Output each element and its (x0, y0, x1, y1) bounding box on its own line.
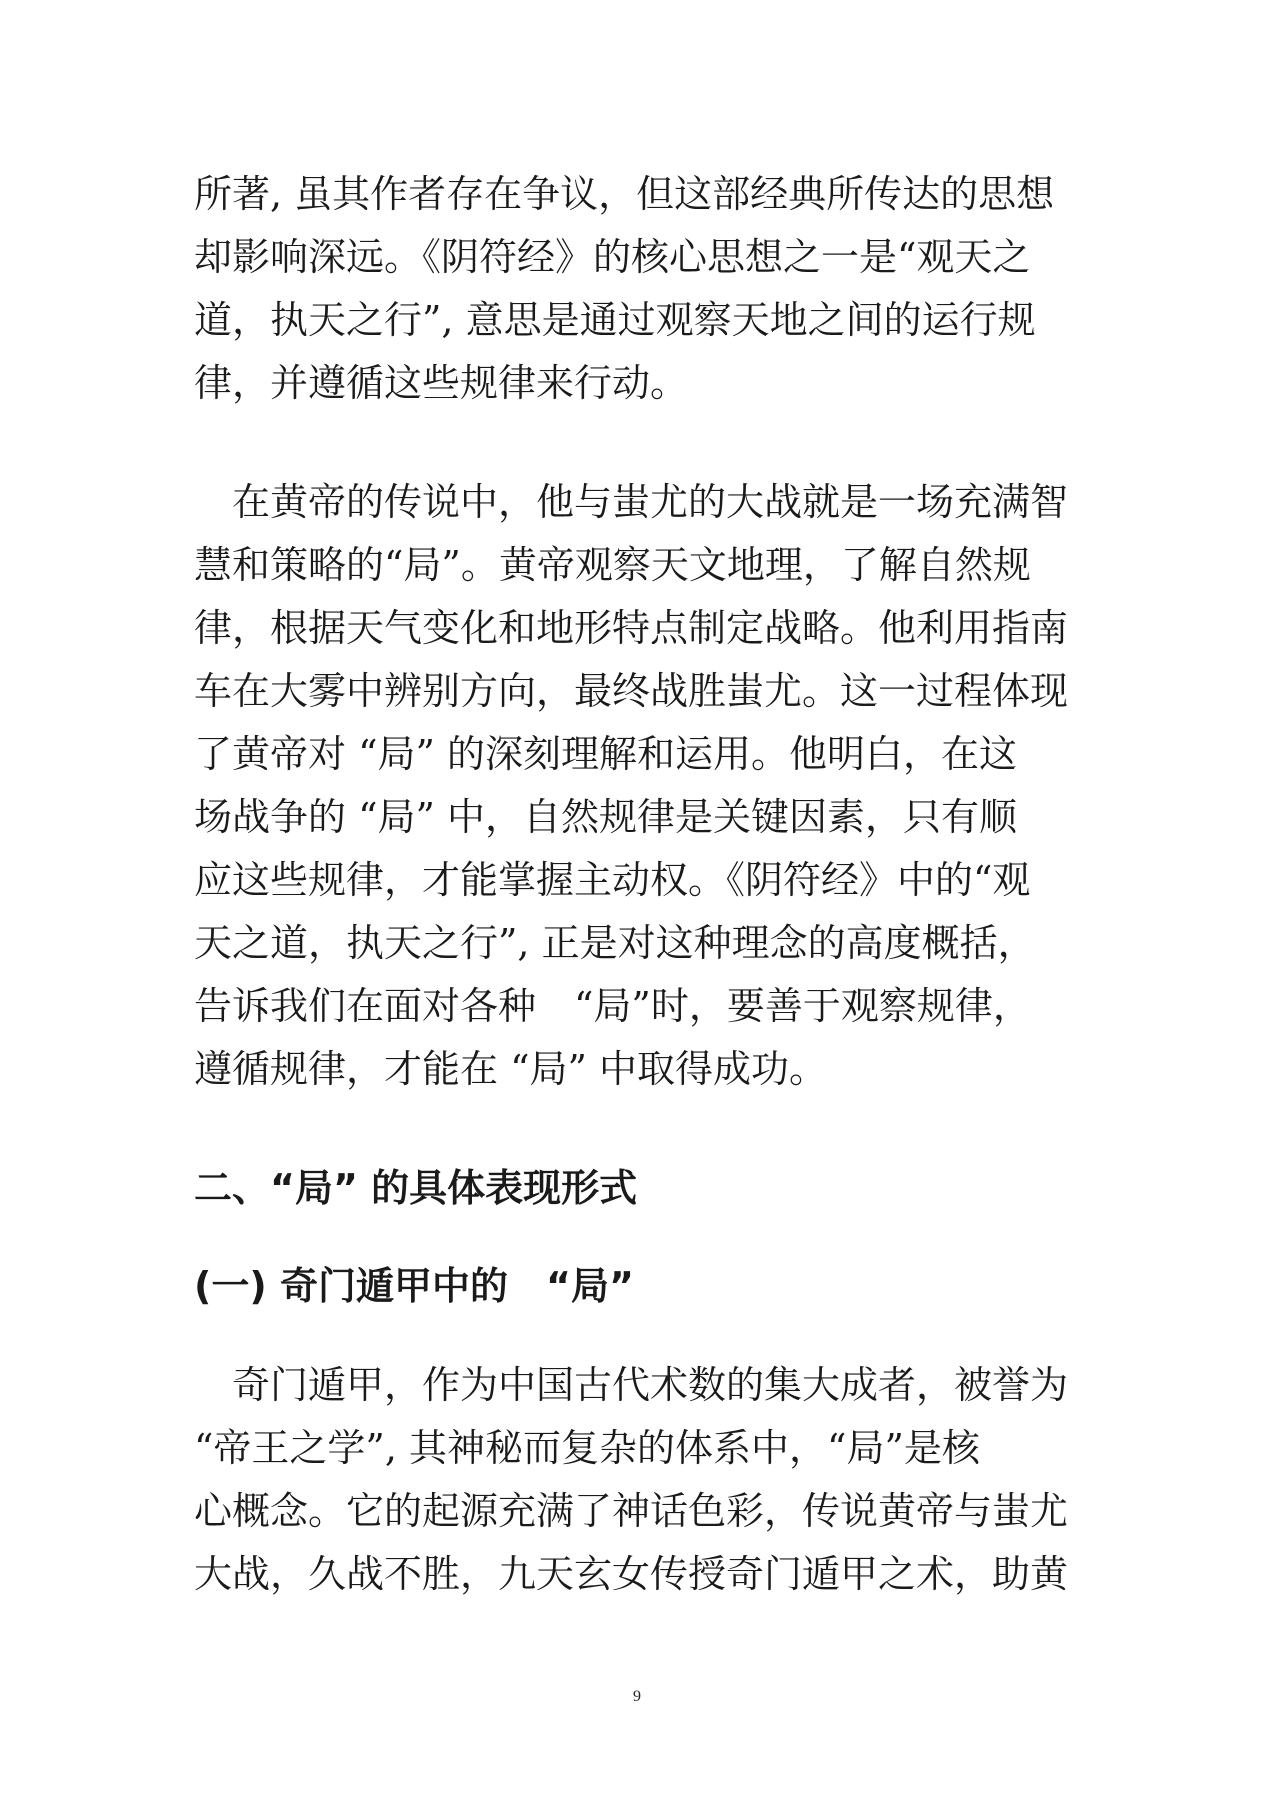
paragraph-line: 慧和策略的“局”。黄帝观察天文地理，了解自然规 (194, 543, 1031, 587)
paragraph-line: 在黄帝的传说中，他与蚩尤的大战就是一场充满智 (194, 480, 1069, 524)
paragraph-line: 奇门遁甲，作为中国古代术数的集大成者，被誉为 (194, 1363, 1069, 1407)
paragraph-line: 所著, 虽其作者存在争议，但这部经典所传达的思想 (194, 172, 1055, 216)
paragraph-line: 却影响深远。《阴符经》的核心思想之一是“观天之 (194, 235, 1031, 279)
paragraph-line: 心概念。它的起源充满了神话色彩，传说黄帝与蚩尤 (194, 1489, 1069, 1533)
subsection-heading: (一) 奇门遁甲中的 “局” (194, 1264, 634, 1308)
paragraph-line: 律，根据天气变化和地形特点制定战略。他利用指南 (194, 606, 1069, 650)
section-heading: 二、“局” 的具体表现形式 (194, 1166, 638, 1210)
paragraph-line: 场战争的 “局” 中，自然规律是关键因素，只有顺 (194, 795, 1018, 839)
paragraph-line: 告诉我们在面对各种 “局”时，要善于观察规律， (194, 984, 1031, 1028)
page-number: 9 (633, 1688, 641, 1705)
paragraph-line: 大战，久战不胜，九天玄女传授奇门遁甲之术，助黄 (194, 1552, 1069, 1596)
paragraph-line: 应这些规律，才能掌握主动权。《阴符经》中的“观 (194, 858, 1031, 902)
paragraph-line: “帝王之学”, 其神秘而复杂的体系中，“局”是核 (194, 1426, 980, 1470)
paragraph-line: 律，并遵循这些规律来行动。 (194, 361, 689, 405)
paragraph-line: 遵循规律，才能在 “局” 中取得成功。 (194, 1047, 828, 1091)
paragraph-line: 道，执天之行”, 意思是通过观察天地之间的运行规 (194, 298, 1036, 342)
paragraph-line: 车在大雾中辨别方向，最终战胜蚩尤。这一过程体现 (194, 669, 1069, 713)
paragraph-line: 了黄帝对 “局” 的深刻理解和运用。他明白，在这 (194, 732, 1018, 776)
paragraph-line: 天之道，执天之行”, 正是对这种理念的高度概括， (194, 921, 1036, 965)
